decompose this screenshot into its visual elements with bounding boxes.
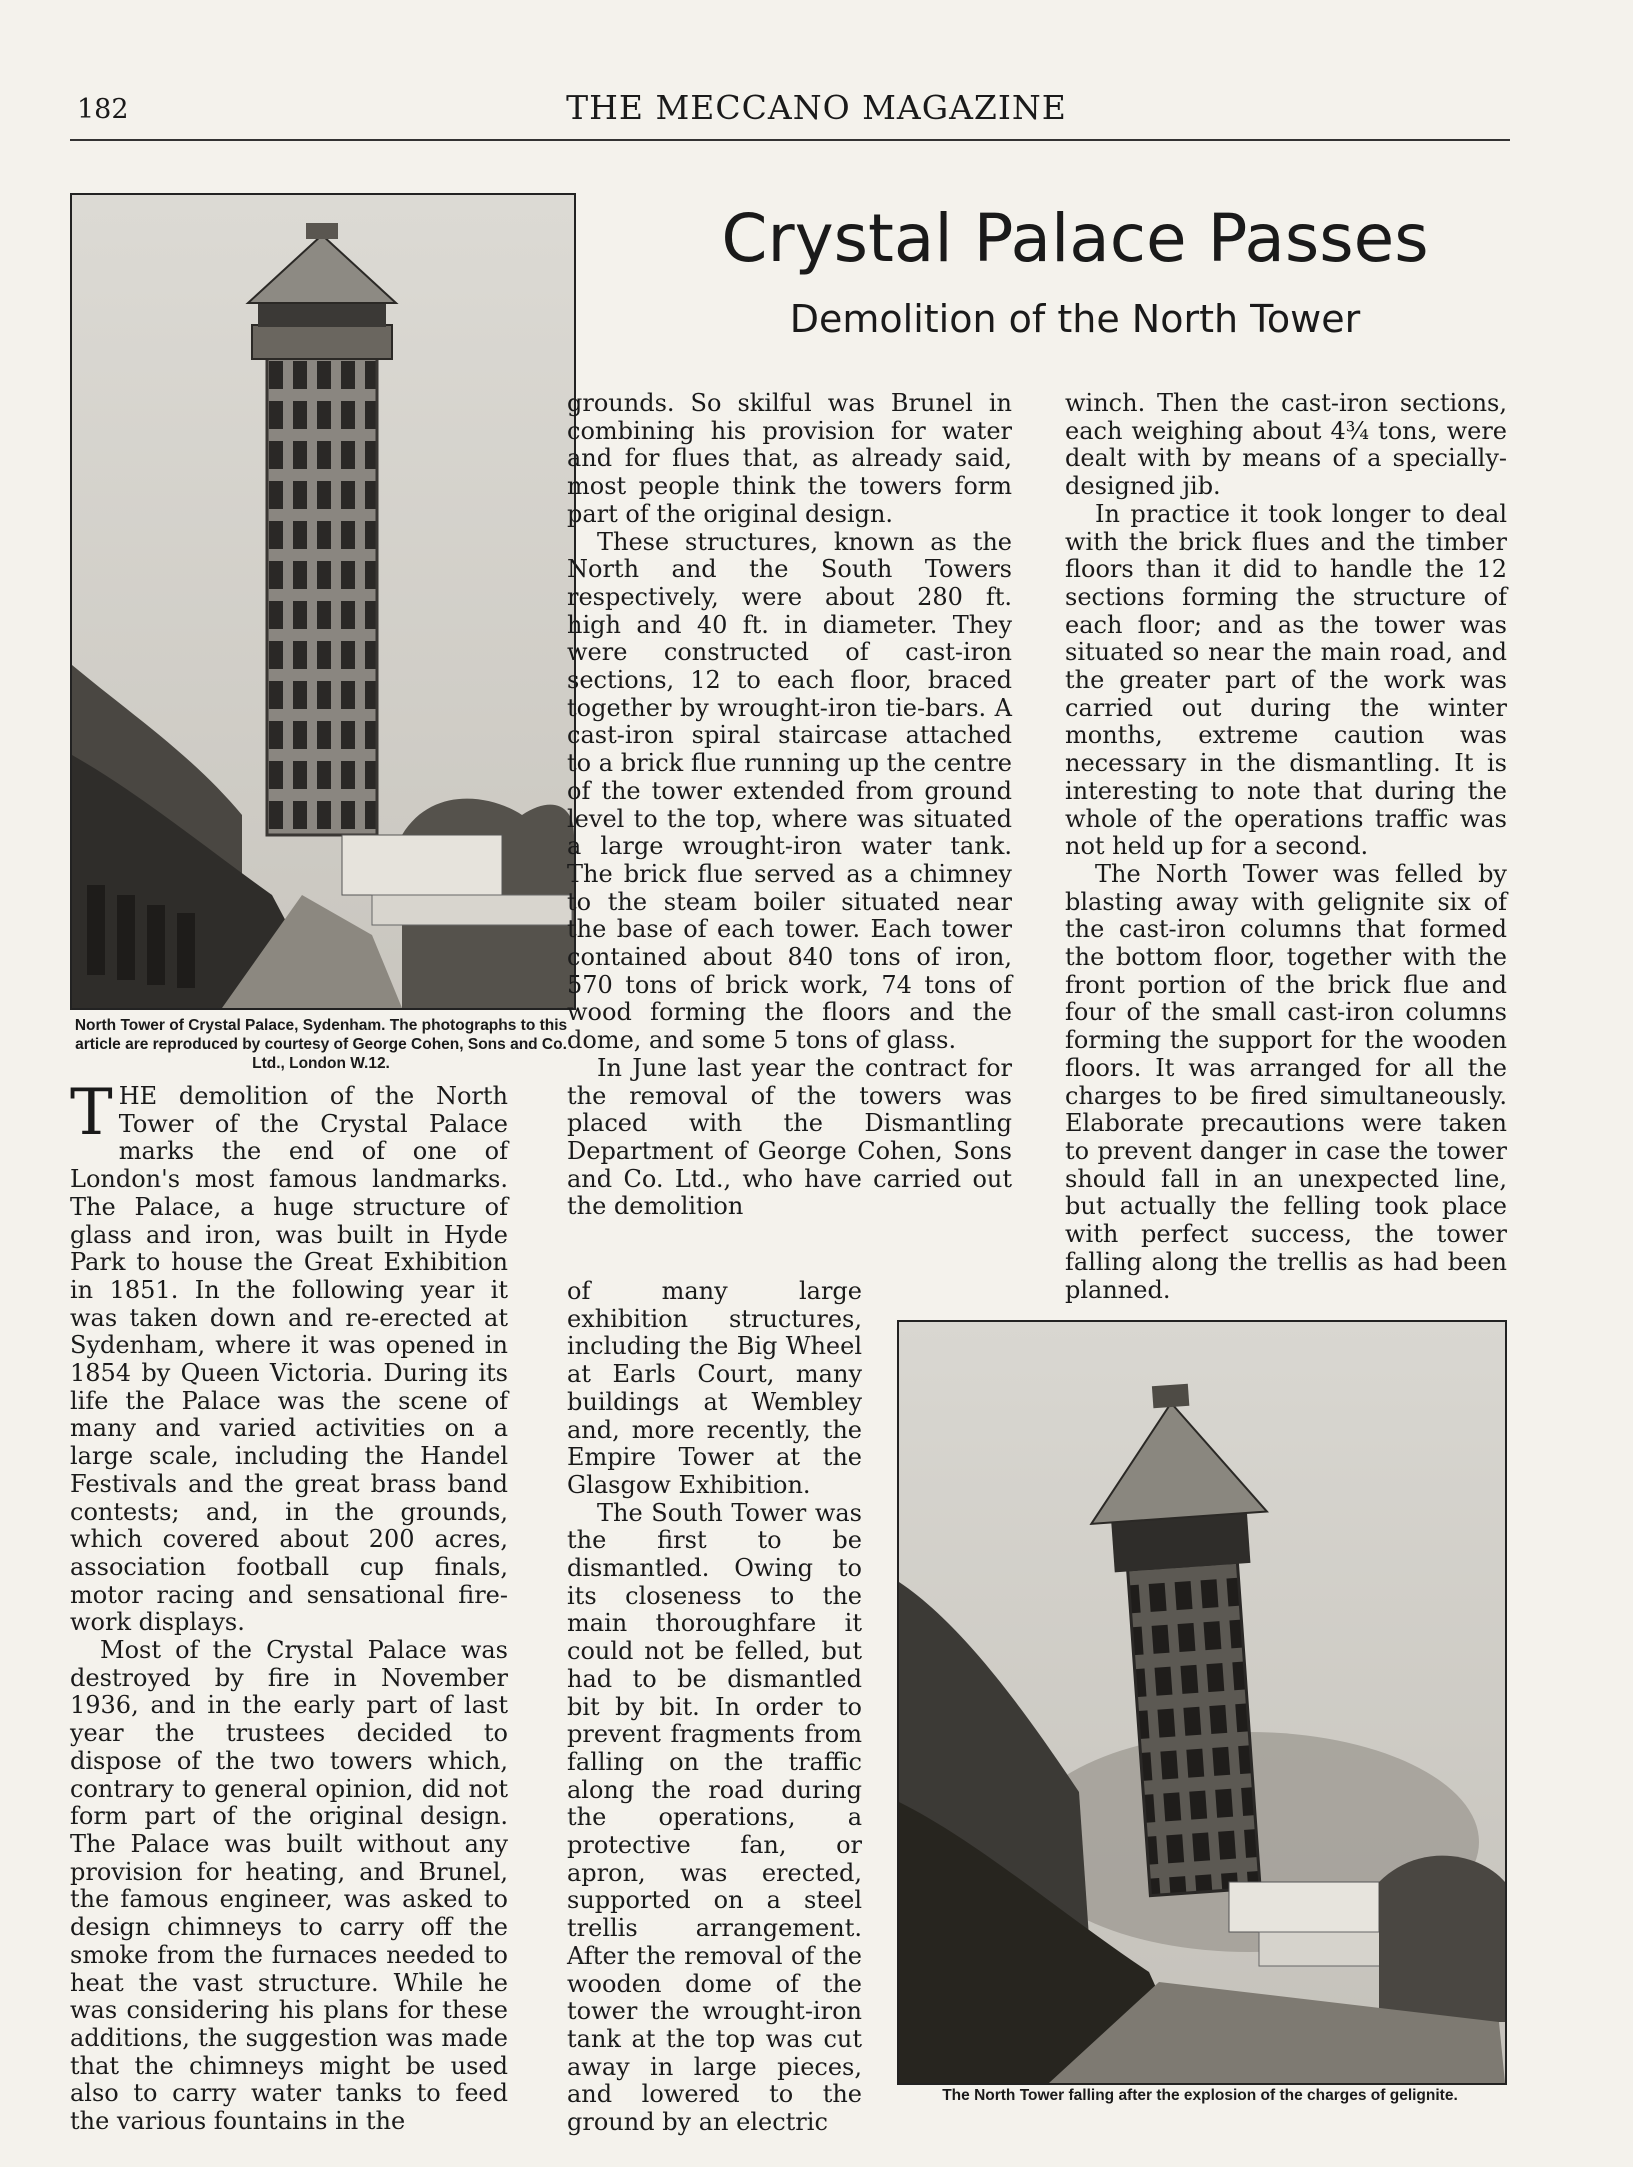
- paragraph: The South Tower was the first to be dismantled. Owing to its closeness to the main thoroughfare it could not be felled, but had to be dismantled bit by bit. In order to prevent fragments from falling on the traffic along the road during the operations, a protective fan, or apron, was erected, supported on a steel trellis arrangement. After the removal of the wooden dome of the tower the wrought-iron tank at the top was cut away in large pieces, and lowered to the ground by an electric: [567, 1498, 862, 2137]
- paragraph: THE demolition of the North Tower of the Crystal Palace marks the end of one of London's most famous landmarks. The Palace, a huge structure of glass and iron, was built in Hyde Park to house the Great Exhibition in 1851. In the following year it was taken down and re-erected at Sydenham, where it was opened in 1854 by Queen Victoria. During its life the Palace was the scene of many and varied activities on a large scale, including the Handel Festivals and the great brass band contests; and, in the grounds, which covered about 200 acres, association football cup finals, motor racing and sensational fire-work displays.: [70, 1076, 508, 1637]
- header-rule: [70, 139, 1510, 141]
- photo-north-tower: [70, 193, 576, 1010]
- paragraph: In practice it took longer to deal with the brick flues and the timber floors than it did to handle the 12 sections forming the structure of each floor; and as the tower was situated so near the main road, and the greater part of the work was carried out during the winter months, extreme caution was necessary in the dismantling. It is interesting to note that during the whole of the operations traffic was not held up for a second.: [1065, 499, 1507, 861]
- text-column-3: [1065, 390, 1507, 1304]
- paragraph: The North Tower was felled by blasting away with gelignite six of the cast-iron columns that formed the bottom floor, together with the front portion of the brick flue and four of the small cast-iron columns forming the support for the wooden floors. It was arranged for all the charges to be fired simultaneously. Elaborate precautions were taken to prevent danger in case the tower should fall in an unexpected line, but actually the felling took place with perfect success, the tower falling along the trellis as had been planned.: [1065, 859, 1507, 1304]
- paragraph: of many large exhibition structures, including the Big Wheel at Earls Court, many buildings at Wembley and, more recently, the Empire Tower at the Glasgow Exhibition.: [567, 1277, 862, 1499]
- magazine-title: THE MECCANO MAGAZINE: [566, 88, 1067, 127]
- text-column-2-lower: [567, 1278, 862, 2137]
- paragraph: grounds. So skilful was Brunel in combining his provision for water and for flues that, as already said, most people think the towers form part of the original design.: [567, 389, 1012, 528]
- photo-tower-falling: [897, 1320, 1507, 2085]
- paragraph: In June last year the contract for the removal of the towers was placed with the Dismantling Department of George Cohen, Sons and Co. Ltd., who have carried out the demolition: [567, 1053, 1012, 1221]
- drop-cap: T: [70, 1076, 113, 1150]
- paragraph: winch. Then the cast-iron sections, each weighing about 4¾ tons, were dealt with by means of a specially-designed jib.: [1065, 389, 1507, 501]
- page-number: 182: [77, 94, 129, 125]
- text-column-1: [70, 1076, 508, 2136]
- photo-caption-2: The North Tower falling after the explosion of the charges of gelignite.: [942, 2087, 1458, 2104]
- paragraph: These structures, known as the North and the South Towers respectively, were about 280 ft. high and 40 ft. in diameter. They were constructed of cast-iron sections, 12 to each floor, braced together by wrought-iron tie-bars. A cast-iron spiral staircase attached to a brick flue running up the centre of the tower extended from ground level to the top, where was situated a large wrought-iron water tank. The brick flue served as a chimney to the steam boiler situated near the base of each tower. Each tower contained about 840 tons of iron, 570 tons of brick work, 74 tons of wood forming the floors and the dome, and some 5 tons of glass.: [567, 527, 1012, 1055]
- paragraph: Most of the Crystal Palace was destroyed by fire in November 1936, and in the early part of last year the trustees decided to dispose of the two towers which, contrary to general opinion, did not form part of the original design. The Palace was built without any provision for heating, and Brunel, the famous engineer, was asked to design chimneys to carry off the smoke from the furnaces needed to heat the vast structure. While he was considering his plans for these additions, the suggestion was made that the chimneys might be used also to carry water tanks to feed the various fountains in the: [70, 1636, 508, 2136]
- article-subtitle: Demolition of the North Tower: [789, 297, 1361, 341]
- photo-caption-1: North Tower of Crystal Palace, Sydenham. The photographs to this article are reproduced by courtesy of George Cohen, Sons and Co. Ltd., London W.12.: [74, 1017, 568, 1072]
- text-column-2-upper: [567, 390, 1012, 1221]
- article-title: Crystal Palace Passes: [721, 200, 1429, 277]
